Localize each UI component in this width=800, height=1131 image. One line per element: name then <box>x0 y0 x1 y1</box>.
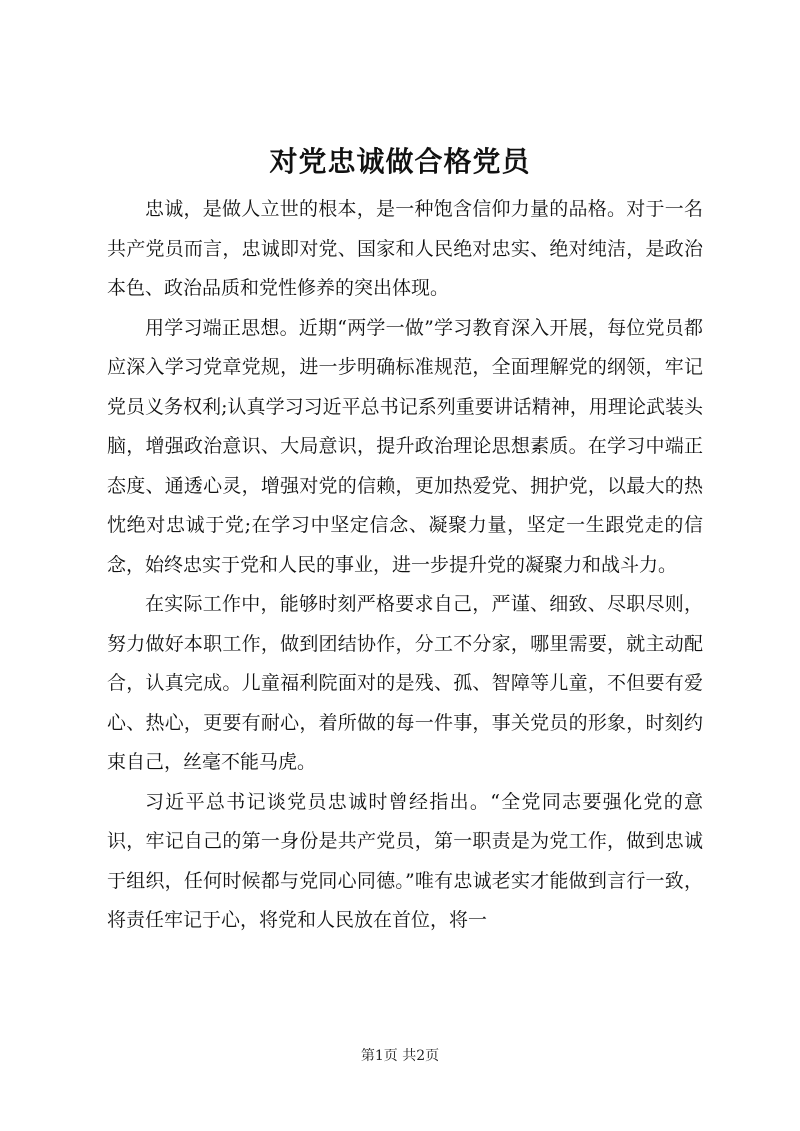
paragraph-2: 用学习端正思想。近期“两学一做”学习教育深入开展，每位党员都应深入学习党章党规，进一步明确标准规范，全面理解党的纲领，牢记党员义务权利;认真学习习近平总书记系列重要讲话精神，用理论武装头脑，增强政治意识、大局意识，提升政治理论思想素质。在学习中端正态度、通透心灵，增强对党的信赖，更加热爱党、拥护党，以最大的热忱绝对忠诚于党;在学习中坚定信念、凝聚力量，坚定一生跟党走的信念，始终忠实于党和人民的事业，进一步提升党的凝聚力和战斗力。 <box>107 316 703 576</box>
paragraph-3: 在实际工作中，能够时刻严格要求自己，严谨、细致、尽职尽则，努力做好本职工作，做到团结协作，分工不分家，哪里需要，就主动配合，认真完成。儿童福利院面对的是残、孤、智障等儿童，不但要有爱心、热心，更要有耐心，着所做的每一件事，事关党员的形象，时刻约束自己，丝毫不能马虎。 <box>107 593 703 773</box>
page-footer: 第1页 共2页 <box>360 1048 440 1064</box>
document-title: 对党忠诚做合格党员 <box>269 145 531 178</box>
document-body <box>107 190 703 941</box>
paragraph-1: 忠诚，是做人立世的根本，是一种饱含信仰力量的品格。对于一名共产党员而言，忠诚即对党、国家和人民绝对忠实、绝对纯洁，是政治本色、政治品质和党性修养的突出体现。 <box>107 198 703 299</box>
paragraph-4: 习近平总书记谈党员忠诚时曾经指出。“全党同志要强化党的意识，牢记自己的第一身份是共产党员，第一职责是为党工作，做到忠诚于组织，任何时候都与党同心同德。”唯有忠诚老实才能做到言行一致，将责任牢记于心，将党和人民放在首位，将一 <box>107 790 703 931</box>
